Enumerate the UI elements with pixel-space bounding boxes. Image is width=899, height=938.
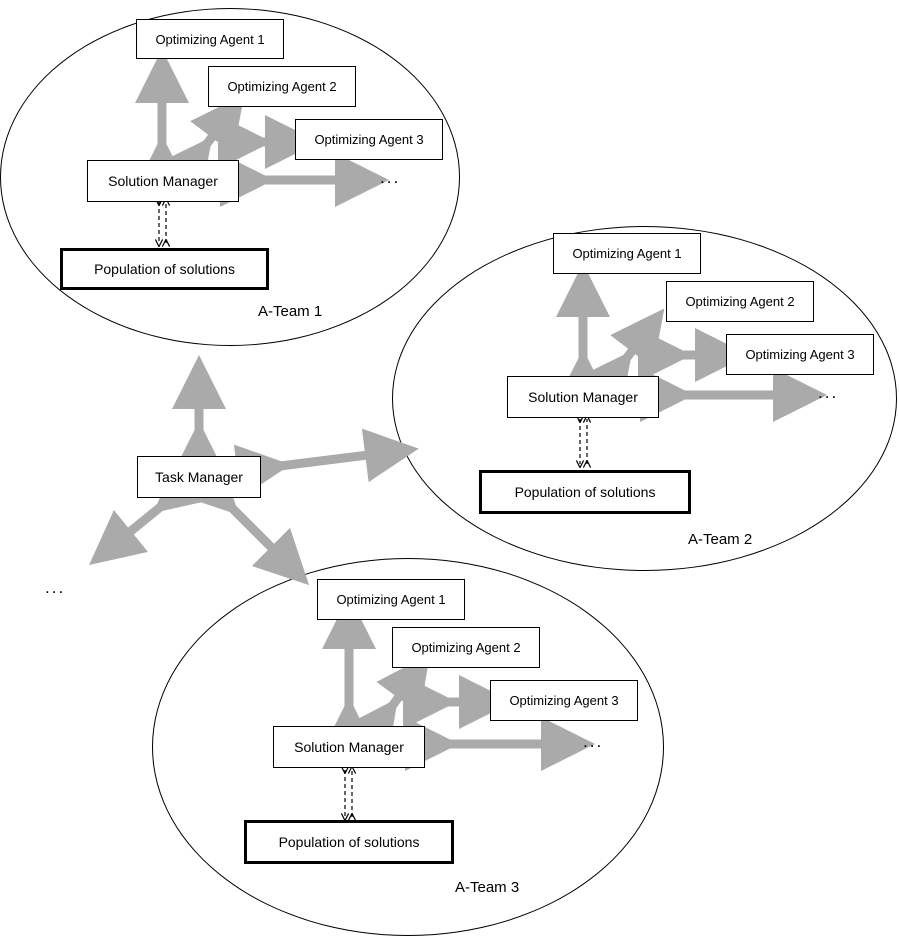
team-1-agent-2[interactable] bbox=[208, 66, 356, 107]
team-2-agent-2[interactable] bbox=[666, 281, 814, 322]
team-1-agent-3[interactable] bbox=[295, 119, 443, 160]
node-label: Optimizing Agent 1 bbox=[155, 31, 265, 47]
team-3-agent-3[interactable] bbox=[490, 680, 638, 721]
node-label: Solution Manager bbox=[528, 389, 638, 405]
team-1-agent-1[interactable] bbox=[136, 19, 284, 59]
node-label: Optimizing Agent 2 bbox=[227, 79, 337, 94]
team-2-population[interactable] bbox=[479, 470, 691, 514]
team-2-title: A-Team 2 bbox=[688, 531, 753, 548]
task-manager[interactable] bbox=[137, 456, 261, 498]
node-label: Optimizing Agent 3 bbox=[509, 693, 619, 708]
team-1-more-agents-ellipsis: ... bbox=[380, 168, 401, 187]
node-label: Population of solutions bbox=[278, 834, 420, 850]
node-label: Optimizing Agent 1 bbox=[572, 246, 682, 261]
team-3-more-agents-ellipsis: ... bbox=[583, 732, 604, 751]
team-1-title: A-Team 1 bbox=[258, 303, 323, 320]
team-2-more-agents-ellipsis: ... bbox=[818, 383, 839, 402]
team-2-solution-manager[interactable] bbox=[507, 376, 659, 418]
node-label: Solution Manager bbox=[108, 173, 218, 189]
team-3-agent-1[interactable] bbox=[317, 579, 465, 620]
node-label: Optimizing Agent 1 bbox=[336, 592, 446, 607]
team-3-title: A-Team 3 bbox=[455, 879, 520, 896]
node-label: Population of solutions bbox=[514, 484, 656, 500]
team-2-agent-1[interactable] bbox=[553, 233, 701, 274]
more-teams-ellipsis: ... bbox=[45, 578, 66, 597]
node-label: Solution Manager bbox=[294, 739, 404, 755]
node-label: Optimizing Agent 3 bbox=[314, 132, 424, 147]
team-3-population[interactable] bbox=[244, 820, 454, 864]
node-label: Optimizing Agent 3 bbox=[745, 347, 855, 362]
team-1-population[interactable] bbox=[60, 248, 269, 290]
node-label: Task Manager bbox=[155, 469, 243, 485]
team-1-solution-manager[interactable] bbox=[87, 160, 239, 202]
team-3-agent-2[interactable] bbox=[392, 627, 540, 668]
node-label: Optimizing Agent 2 bbox=[411, 640, 521, 655]
team-3-solution-manager[interactable] bbox=[273, 726, 425, 768]
node-label: Population of solutions bbox=[94, 261, 235, 277]
team-2-agent-3[interactable] bbox=[726, 334, 874, 375]
node-label: Optimizing Agent 2 bbox=[685, 294, 795, 309]
